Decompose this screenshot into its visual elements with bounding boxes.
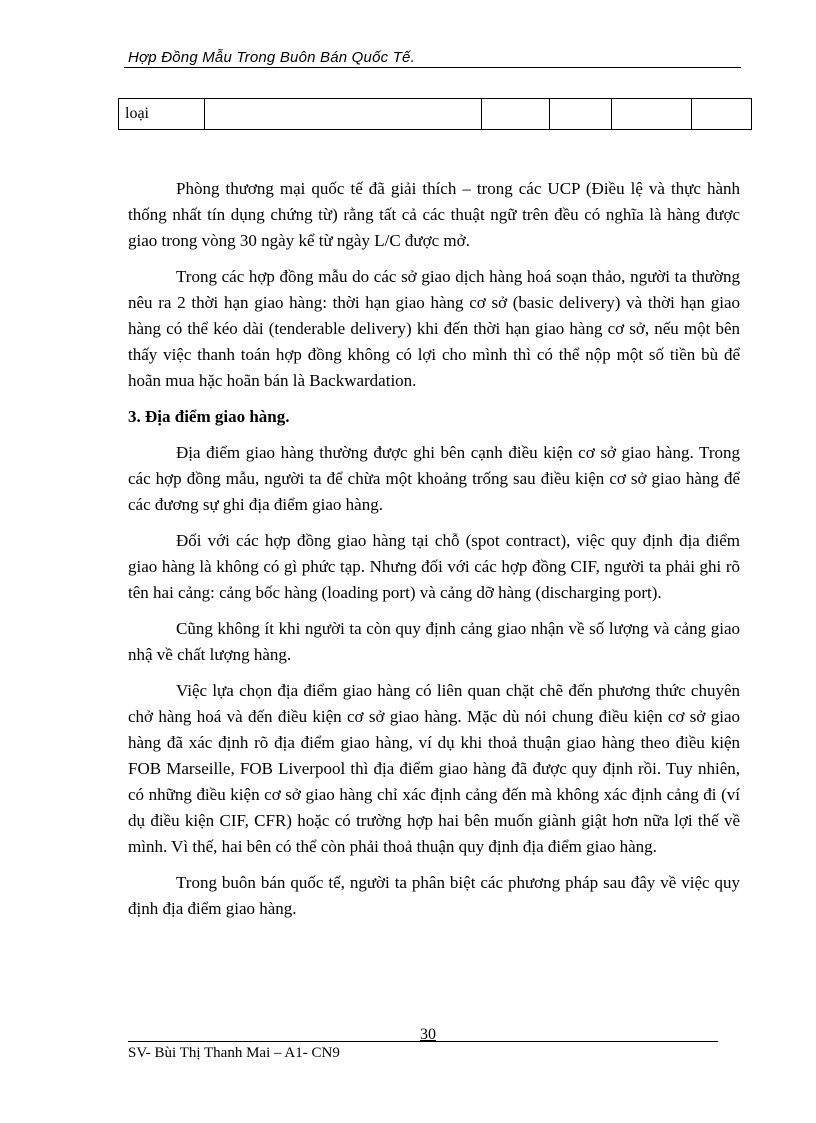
paragraph: Trong buôn bán quốc tế, người ta phân biệt các phương pháp sau đây về việc quy định địa điểm giao hàng.: [128, 873, 740, 918]
table-cell: [612, 99, 692, 130]
paragraph: Phòng thương mại quốc tế đã giải thích – trong các UCP (Điều lệ và thực hành thống nhất tín dụng chứng từ) rằng tất cả các thuật ngữ trên đều có nghĩa là hàng được giao trong vòng 30 ngày kể từ ngày L/C được mở.: [128, 179, 740, 250]
paragraph: Đối với các hợp đồng giao hàng tại chỗ (spot contract), việc quy định địa điểm giao hàng là không có gì phức tạp. Nhưng đối với các hợp đồng CIF, người ta phải ghi rõ tên hai cảng: cảng bốc hàng (loading port) và cảng dỡ hàng (discharging port).: [128, 531, 740, 602]
continued-table: [118, 98, 752, 130]
table-cell: [482, 99, 550, 130]
section-heading: 3. Địa điểm giao hàng.: [128, 407, 290, 426]
table-row: [119, 99, 752, 130]
paragraph: Địa điểm giao hàng thường được ghi bên cạnh điều kiện cơ sở giao hàng. Trong các hợp đồng mẫu, người ta để chừa một khoảng trống sau điều kiện cơ sở giao hàng để các đương sự ghi địa điểm giao hàng.: [128, 443, 740, 514]
table-cell: loại: [119, 99, 205, 130]
table-cell: [692, 99, 752, 130]
table-cell: [550, 99, 612, 130]
body-text: [128, 176, 740, 922]
page-footer: SV- Bùi Thị Thanh Mai – A1- CN9: [128, 1045, 340, 1061]
header-rule: [124, 67, 741, 68]
paragraph: Việc lựa chọn địa điểm giao hàng có liên quan chặt chẽ đến phương thức chuyên chở hàng hoá và đến điều kiện cơ sở giao hàng. Mặc dù nói chung điều kiện cơ sở giao hàng đã xác định rõ địa điểm giao hàng, ví dụ khi thoả thuận giao hàng theo điều kiện FOB Marseille, FOB Liverpool thì địa điểm giao hàng đã được quy định rồi. Tuy nhiên, có những điều kiện cơ sở giao hàng chỉ xác định cảng đến mà không xác định cảng đi (ví dụ điều kiện CIF, CFR) hoặc có trường hợp hai bên muốn giành giật hơn nữa lợi thế về mình. Vì thế, hai bên có thể còn phải thoả thuận quy định địa điểm giao hàng.: [128, 681, 740, 856]
footer-rule: [128, 1041, 718, 1042]
table-cell: [205, 99, 482, 130]
page-number: 30: [420, 1026, 436, 1043]
paragraph: Trong các hợp đồng mẫu do các sở giao dịch hàng hoá soạn thảo, người ta thường nêu ra 2 thời hạn giao hàng: thời hạn giao hàng cơ sở (basic delivery) và thời hạn giao hàng có thể kéo dài (tenderable delivery) khi đến thời hạn giao hàng cơ sở, nếu một bên thấy việc thanh toán hợp đồng không có lợi cho mình thì có thể nộp một số tiền bù để hoãn mua hặc hoãn bán là Backwardation.: [128, 267, 740, 390]
page-header: Hợp Đồng Mẫu Trong Buôn Bán Quốc Tế.: [128, 49, 415, 66]
paragraph: Cũng không ít khi người ta còn quy định cảng giao nhận về số lượng và cảng giao nhậ về chất lượng hàng.: [128, 619, 740, 664]
